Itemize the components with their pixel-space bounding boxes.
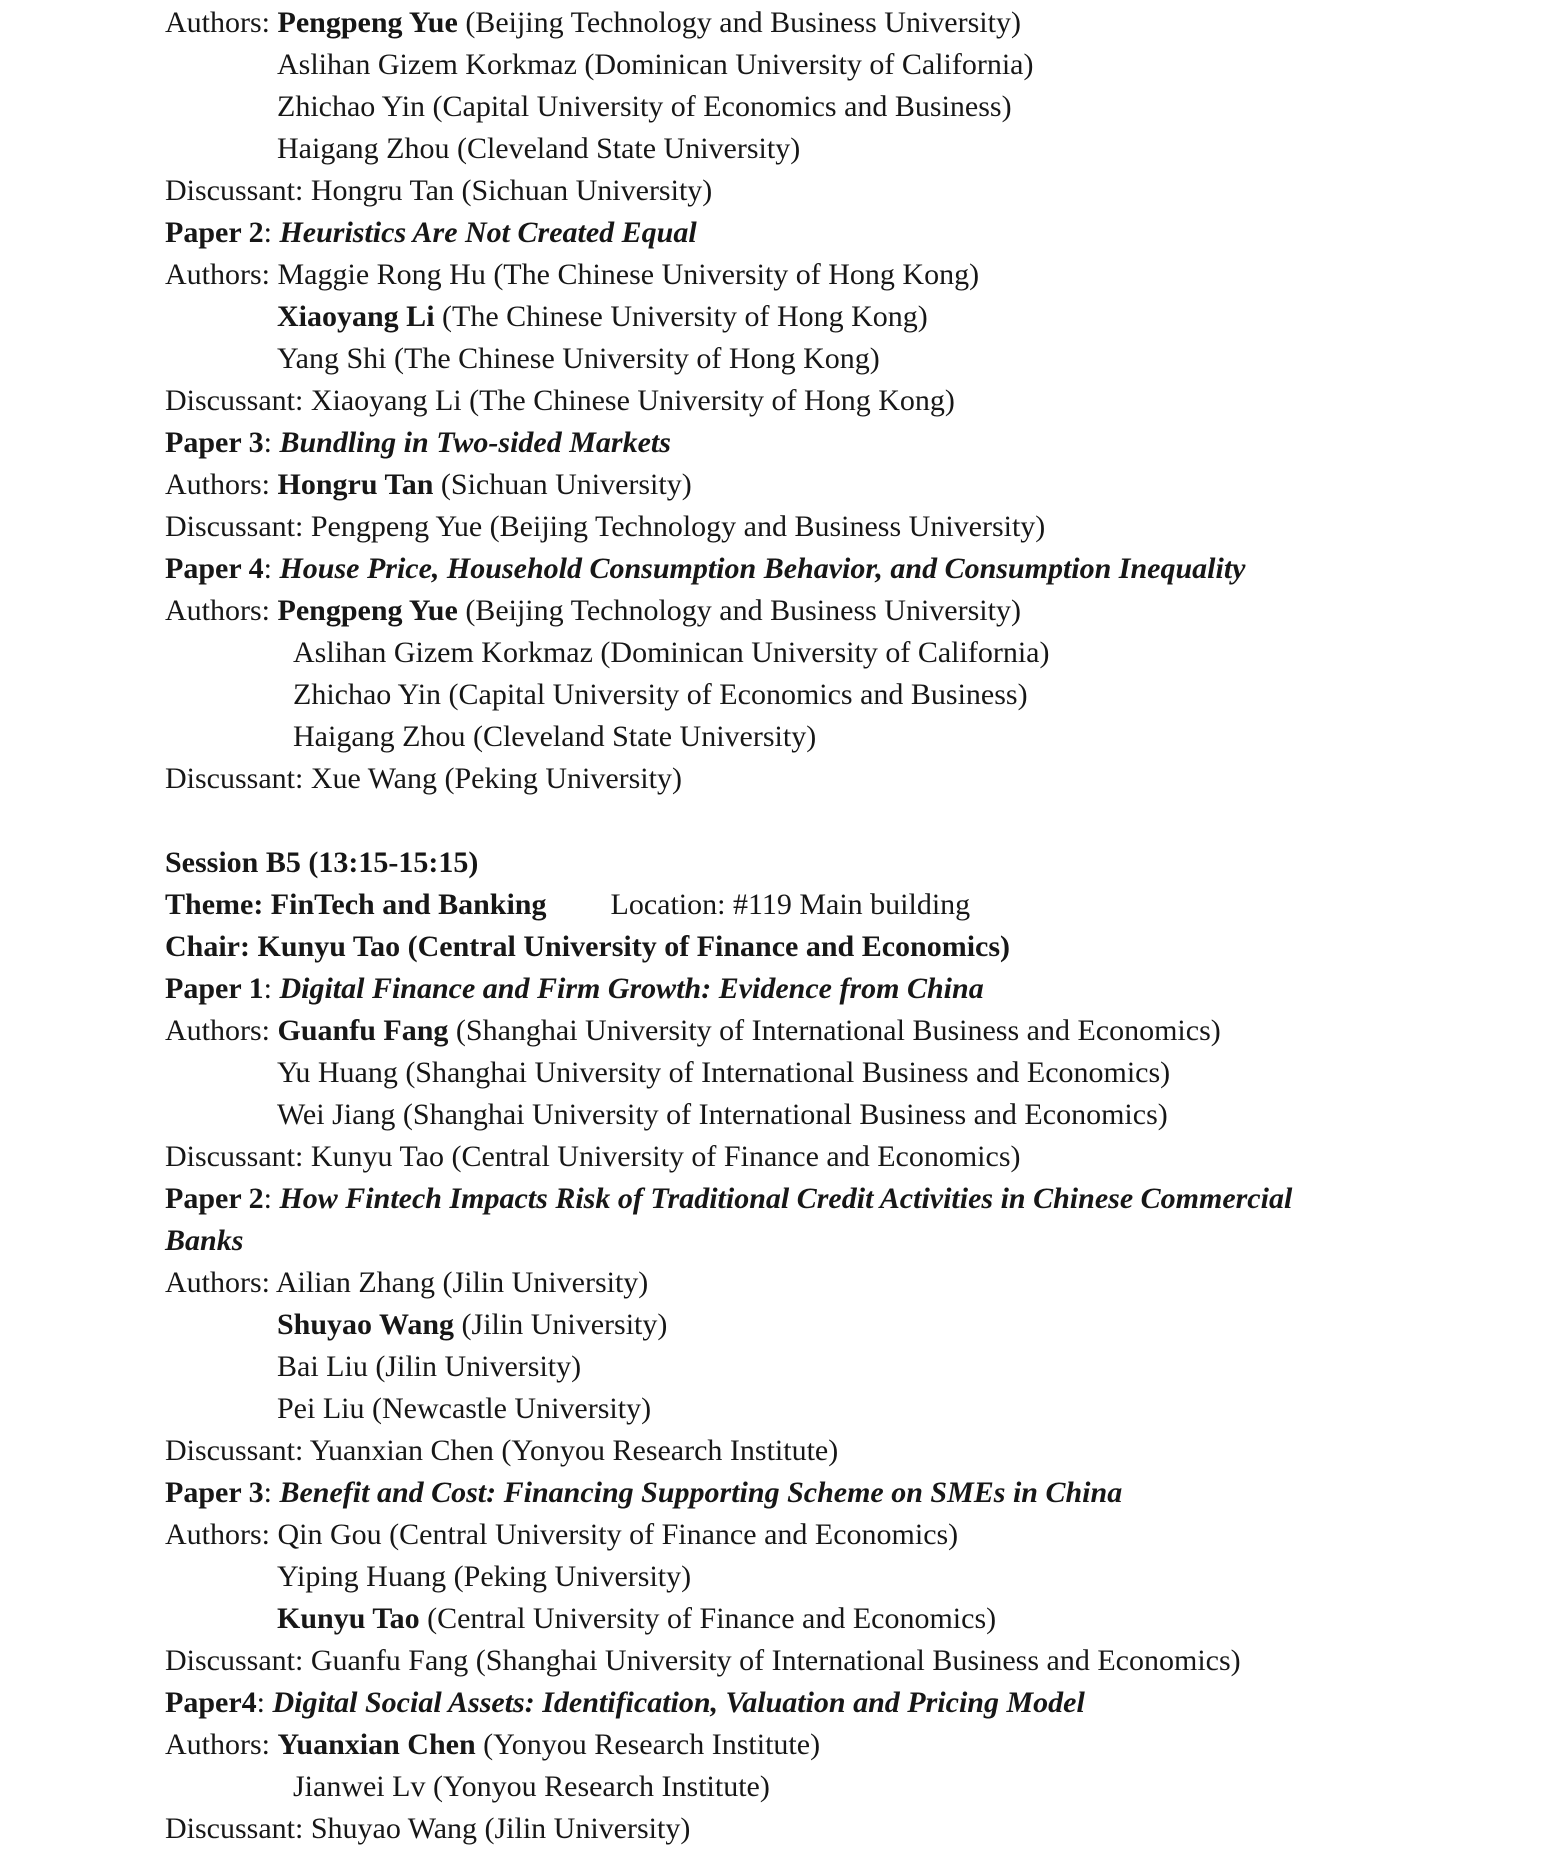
text-segment: Discussant: Yuanxian Chen (Yonyou Research Institute)	[165, 1434, 839, 1467]
text-segment: Banks	[165, 1224, 244, 1257]
document-line	[165, 86, 1521, 128]
text-segment: Yiping Huang (Peking University)	[277, 1560, 692, 1593]
document-line	[165, 44, 1521, 86]
document-line	[165, 1262, 1521, 1304]
text-segment: Pengpeng Yue	[277, 6, 458, 39]
document-line	[165, 758, 1521, 800]
text-segment: Xiaoyang Li	[277, 300, 435, 333]
text-segment: Location: #119 Main building	[610, 888, 971, 921]
document-line	[165, 1052, 1521, 1094]
text-segment: Chair: Kunyu Tao (Central University of Finance and Economics)	[165, 930, 1011, 963]
document-line	[165, 380, 1521, 422]
text-segment: Yuanxian Chen	[277, 1728, 476, 1761]
text-segment: Discussant: Kunyu Tao (Central University of Finance and Economics)	[165, 1140, 1021, 1173]
text-segment: Paper 4	[165, 552, 264, 585]
text-segment: Discussant: Xue Wang (Peking University)	[165, 762, 682, 795]
document-line	[165, 1556, 1521, 1598]
text-segment: Paper 3	[165, 1476, 264, 1509]
text-segment: (The Chinese University of Hong Kong)	[434, 300, 928, 333]
document-line	[165, 590, 1521, 632]
text-segment: :	[256, 1686, 273, 1719]
text-segment: Authors:	[165, 594, 278, 627]
document-line	[165, 1010, 1521, 1052]
document-body	[165, 2, 1521, 1850]
document-line	[165, 1766, 1521, 1808]
document-line	[165, 1430, 1521, 1472]
text-segment: Zhichao Yin (Capital University of Economics and Business)	[277, 90, 1012, 123]
text-segment: (Central University of Finance and Economics)	[419, 1602, 997, 1635]
text-segment: Authors:	[165, 1728, 278, 1761]
text-segment: Pei Liu (Newcastle University)	[277, 1392, 652, 1425]
text-segment: Pengpeng Yue	[277, 594, 458, 627]
text-segment: Discussant: Xiaoyang Li (The Chinese University of Hong Kong)	[165, 384, 955, 417]
document-line	[165, 1220, 1521, 1262]
text-segment: Jianwei Lv (Yonyou Research Institute)	[293, 1770, 770, 1803]
text-segment: (Sichuan University)	[433, 468, 692, 501]
text-segment: Paper4	[165, 1686, 257, 1719]
document-line	[165, 1514, 1521, 1556]
text-segment: Authors: Qin Gou (Central University of Finance and Economics)	[165, 1518, 959, 1551]
text-segment: Authors:	[165, 6, 278, 39]
document-line	[165, 968, 1521, 1010]
blank-line	[165, 800, 1521, 842]
document-line	[165, 1682, 1521, 1724]
text-segment: Discussant: Pengpeng Yue (Beijing Technology and Business University)	[165, 510, 1046, 543]
document-line	[165, 1388, 1521, 1430]
document-line	[165, 1346, 1521, 1388]
text-segment: (Beijing Technology and Business University)	[457, 594, 1021, 627]
document-line	[165, 1304, 1521, 1346]
text-segment: Kunyu Tao	[277, 1602, 420, 1635]
text-segment: Paper 2	[165, 216, 264, 249]
text-segment: Yu Huang (Shanghai University of International Business and Economics)	[277, 1056, 1171, 1089]
document-line	[165, 338, 1521, 380]
text-segment: Bundling in Two-sided Markets	[279, 426, 671, 459]
document-line	[165, 2, 1521, 44]
text-segment: Haigang Zhou (Cleveland State University)	[277, 132, 801, 165]
text-segment: Heuristics Are Not Created Equal	[279, 216, 697, 249]
document-line	[165, 506, 1521, 548]
text-segment: Yang Shi (The Chinese University of Hong Kong)	[277, 342, 880, 375]
document-line	[165, 422, 1521, 464]
text-segment: :	[263, 1476, 280, 1509]
text-segment: Paper 3	[165, 426, 264, 459]
document-line	[165, 716, 1521, 758]
text-segment: Paper 2	[165, 1182, 264, 1215]
document-line	[165, 464, 1521, 506]
text-segment: Discussant: Hongru Tan (Sichuan University)	[165, 174, 713, 207]
text-segment: Digital Finance and Firm Growth: Evidence from China	[279, 972, 984, 1005]
document-line	[165, 1094, 1521, 1136]
document-line	[165, 926, 1521, 968]
document-line	[165, 170, 1521, 212]
document-line	[165, 128, 1521, 170]
text-segment: :	[263, 552, 280, 585]
document-line	[165, 212, 1521, 254]
text-segment: (Beijing Technology and Business University)	[457, 6, 1021, 39]
document-line	[165, 254, 1521, 296]
text-segment: Benefit and Cost: Financing Supporting Scheme on SMEs in China	[279, 1476, 1123, 1509]
document-line	[165, 1724, 1521, 1766]
text-segment: How Fintech Impacts Risk of Traditional Credit Activities in Chinese Commercial	[279, 1182, 1293, 1215]
document-line	[165, 674, 1521, 716]
document-line	[165, 1136, 1521, 1178]
text-segment: (Yonyou Research Institute)	[475, 1728, 821, 1761]
text-segment: Guanfu Fang	[277, 1014, 449, 1047]
document-line	[165, 884, 1521, 926]
text-segment: Authors:	[165, 468, 278, 501]
text-segment: Wei Jiang (Shanghai University of International Business and Economics)	[277, 1098, 1168, 1131]
text-segment: Aslihan Gizem Korkmaz (Dominican University of California)	[293, 636, 1050, 669]
text-segment: Authors:	[165, 1014, 278, 1047]
text-segment: Haigang Zhou (Cleveland State University)	[293, 720, 817, 753]
text-segment: Shuyao Wang	[277, 1308, 455, 1341]
document-line	[165, 632, 1521, 674]
text-segment: Authors: Ailian Zhang (Jilin University)	[165, 1266, 649, 1299]
text-segment: Hongru Tan	[277, 468, 434, 501]
document-line	[165, 1808, 1521, 1850]
document-line	[165, 1640, 1521, 1682]
document-line	[165, 1598, 1521, 1640]
document-line	[165, 1472, 1521, 1514]
text-segment: House Price, Household Consumption Behavior, and Consumption Inequality	[279, 552, 1246, 585]
text-segment: Discussant: Guanfu Fang (Shanghai University of International Business and Economics)	[165, 1644, 1241, 1677]
document-line	[165, 1178, 1521, 1220]
text-segment: :	[263, 1182, 280, 1215]
document-line	[165, 842, 1521, 884]
text-segment: Authors: Maggie Rong Hu (The Chinese University of Hong Kong)	[165, 258, 980, 291]
text-segment: Bai Liu (Jilin University)	[277, 1350, 582, 1383]
text-segment: Paper 1	[165, 972, 264, 1005]
text-segment: :	[263, 426, 280, 459]
text-segment: :	[263, 216, 280, 249]
text-segment: (Jilin University)	[454, 1308, 668, 1341]
text-segment: Zhichao Yin (Capital University of Economics and Business)	[293, 678, 1028, 711]
text-segment: :	[263, 972, 280, 1005]
text-segment: Discussant: Shuyao Wang (Jilin University)	[165, 1812, 691, 1845]
document-line	[165, 548, 1521, 590]
text-segment: Digital Social Assets: Identification, Valuation and Pricing Model	[272, 1686, 1085, 1719]
document-line	[165, 296, 1521, 338]
text-segment: Session B5 (13:15-15:15)	[165, 846, 479, 879]
text-segment: Theme: FinTech and Banking	[165, 888, 547, 921]
text-segment: Aslihan Gizem Korkmaz (Dominican University of California)	[277, 48, 1034, 81]
text-segment: (Shanghai University of International Business and Economics)	[448, 1014, 1221, 1047]
